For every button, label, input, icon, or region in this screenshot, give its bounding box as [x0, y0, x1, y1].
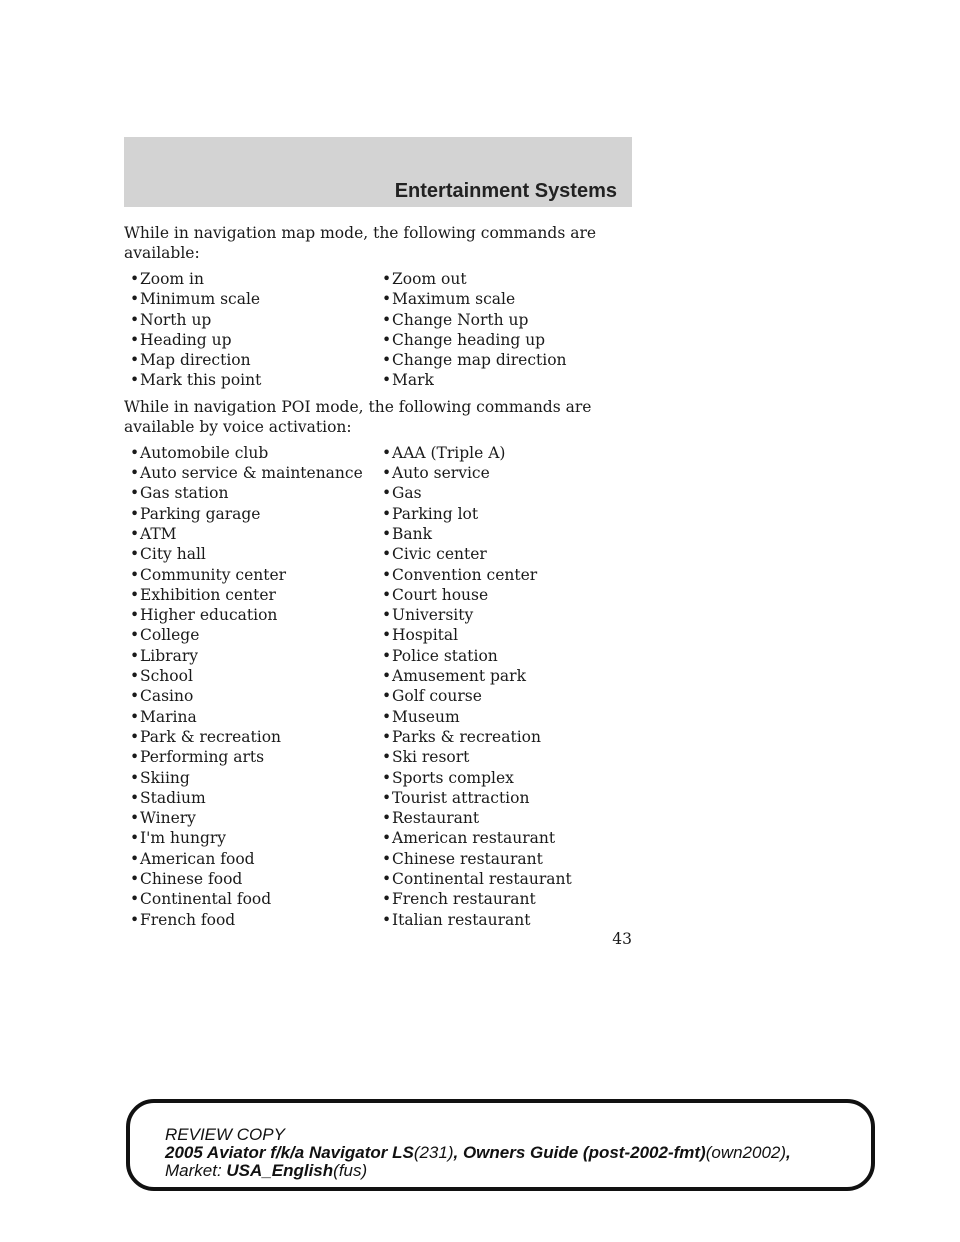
command-label: Mark — [392, 371, 434, 390]
command-label: Minimum scale — [140, 290, 261, 309]
command-item — [382, 808, 479, 828]
command-row — [124, 544, 644, 564]
bullet-icon: • — [130, 829, 140, 848]
command-item — [382, 788, 529, 808]
command-item — [382, 330, 545, 350]
bullet-icon: • — [382, 890, 392, 909]
map-mode-intro: While in navigation map mode, the following commands are available: — [124, 224, 597, 262]
command-row — [124, 269, 644, 289]
command-label: Winery — [140, 809, 196, 828]
command-row — [124, 808, 644, 828]
bullet-icon: • — [382, 270, 392, 288]
bullet-icon: • — [130, 748, 140, 767]
bullet-icon: • — [130, 606, 140, 625]
command-row — [124, 330, 644, 350]
command-item — [382, 686, 482, 706]
command-label: Parking garage — [140, 504, 261, 523]
bullet-icon: • — [382, 849, 392, 868]
command-item — [382, 747, 469, 767]
command-label: Continental food — [140, 890, 272, 909]
command-item — [382, 565, 537, 585]
command-item — [130, 727, 281, 747]
bullet-icon: • — [382, 310, 392, 329]
bullet-icon: • — [382, 371, 392, 390]
command-item — [382, 849, 543, 869]
command-row — [124, 310, 644, 330]
command-item — [130, 849, 255, 869]
command-label: Map direction — [140, 351, 251, 370]
command-row — [124, 443, 644, 463]
bullet-icon: • — [382, 484, 392, 503]
command-row — [124, 747, 644, 767]
command-row — [124, 646, 644, 666]
bullet-icon: • — [382, 504, 392, 523]
bullet-icon: • — [382, 788, 392, 807]
bullet-icon: • — [382, 443, 392, 462]
bullet-icon: • — [382, 687, 392, 706]
command-label: Hospital — [392, 626, 459, 645]
command-row — [124, 768, 644, 788]
bullet-icon: • — [382, 646, 392, 665]
footer-line-3: Market: USA_English(fus) — [165, 1161, 368, 1180]
command-row — [124, 625, 644, 645]
command-item — [382, 310, 528, 330]
bullet-icon: • — [382, 870, 392, 889]
command-item — [382, 768, 514, 788]
command-label: North up — [140, 310, 212, 329]
bullet-icon: • — [382, 727, 392, 746]
command-item — [382, 910, 531, 930]
bullet-icon: • — [130, 443, 140, 462]
command-label: Marina — [140, 707, 197, 726]
bullet-icon: • — [130, 565, 140, 584]
command-label: Maximum scale — [392, 290, 516, 309]
command-label: Auto service — [392, 464, 490, 483]
bullet-icon: • — [382, 464, 392, 483]
command-label: Chinese food — [140, 870, 243, 889]
command-item — [130, 808, 196, 828]
bullet-icon: • — [130, 484, 140, 503]
bullet-icon: • — [130, 464, 140, 483]
command-row — [124, 605, 644, 625]
command-label: Gas — [392, 484, 422, 503]
poi-command-list — [124, 443, 644, 930]
bullet-icon: • — [130, 646, 140, 665]
command-item — [130, 544, 206, 564]
page-number: 43 — [612, 930, 632, 948]
command-item — [130, 350, 251, 370]
command-item — [382, 504, 478, 524]
command-item — [382, 625, 458, 645]
command-item — [130, 869, 242, 889]
command-item — [382, 483, 422, 503]
map-command-list — [124, 269, 644, 391]
command-item — [130, 585, 276, 605]
command-item — [130, 646, 198, 666]
command-label: Bank — [392, 524, 433, 543]
command-label: Casino — [140, 687, 194, 706]
command-label: Mark this point — [140, 371, 262, 390]
bullet-icon: • — [130, 687, 140, 706]
command-label: Stadium — [140, 788, 206, 807]
command-row — [124, 686, 644, 706]
command-label: Automobile club — [140, 443, 269, 462]
command-label: Ski resort — [392, 748, 470, 767]
bullet-icon: • — [130, 788, 140, 807]
command-item — [382, 666, 526, 686]
command-item — [382, 350, 567, 370]
command-row — [124, 910, 644, 930]
command-row — [124, 707, 644, 727]
command-label: Parks & recreation — [392, 727, 541, 746]
command-row — [124, 350, 644, 370]
command-row — [124, 524, 644, 544]
bullet-icon: • — [382, 707, 392, 726]
command-label: Exhibition center — [140, 585, 276, 604]
command-label: Restaurant — [392, 809, 480, 828]
bullet-icon: • — [382, 606, 392, 625]
command-row — [124, 483, 644, 503]
bullet-icon: • — [382, 809, 392, 828]
bullet-icon: • — [130, 809, 140, 828]
bullet-icon: • — [130, 585, 140, 604]
command-label: ATM — [140, 524, 177, 543]
command-item — [130, 666, 193, 686]
command-row — [124, 869, 644, 889]
command-label: Auto service & maintenance — [140, 464, 363, 483]
command-row — [124, 289, 644, 309]
command-item — [130, 330, 232, 350]
command-row — [124, 565, 644, 585]
command-item — [130, 768, 190, 788]
bullet-icon: • — [382, 768, 392, 787]
command-label: Change North up — [392, 310, 529, 329]
command-item — [382, 463, 490, 483]
bullet-icon: • — [382, 290, 392, 309]
bullet-icon: • — [130, 667, 140, 686]
section-title: Entertainment Systems — [394, 180, 617, 202]
command-item — [382, 370, 434, 390]
command-item — [382, 524, 432, 544]
bullet-icon: • — [130, 524, 140, 543]
command-item — [130, 707, 197, 727]
command-label: Parking lot — [392, 504, 479, 523]
command-item — [130, 565, 286, 585]
command-label: Community center — [140, 565, 287, 584]
command-label: French food — [140, 910, 236, 929]
command-label: School — [140, 667, 193, 686]
command-label: I'm hungry — [140, 829, 227, 848]
command-label: Continental restaurant — [392, 870, 572, 889]
command-item — [382, 828, 555, 848]
command-item — [382, 707, 460, 727]
command-label: Change map direction — [392, 351, 567, 370]
command-item — [130, 310, 211, 330]
bullet-icon: • — [382, 748, 392, 767]
footer-line-1: REVIEW COPY — [165, 1125, 285, 1144]
command-label: AAA (Triple A) — [392, 443, 506, 462]
command-label: Italian restaurant — [392, 910, 531, 929]
bullet-icon: • — [382, 626, 392, 645]
command-label: Zoom out — [392, 270, 467, 288]
command-row — [124, 504, 644, 524]
command-label: Golf course — [392, 687, 482, 706]
command-item — [382, 646, 498, 666]
command-label: Library — [140, 646, 198, 665]
command-label: Sports complex — [392, 768, 514, 787]
bullet-icon: • — [130, 870, 140, 889]
command-label: American food — [140, 849, 255, 868]
bullet-icon: • — [130, 270, 140, 288]
command-item — [130, 788, 206, 808]
review-copy-footer-text — [165, 1126, 865, 1180]
command-item — [382, 289, 515, 309]
command-label: Convention center — [392, 565, 538, 584]
command-label: Tourist attraction — [392, 788, 530, 807]
bullet-icon: • — [130, 727, 140, 746]
command-label: Gas station — [140, 484, 229, 503]
command-item — [382, 889, 536, 909]
command-item — [130, 828, 226, 848]
command-label: Court house — [392, 585, 489, 604]
command-item — [130, 686, 193, 706]
bullet-icon: • — [130, 290, 140, 309]
command-label: Performing arts — [140, 748, 265, 767]
command-row — [124, 370, 644, 390]
command-item — [130, 483, 228, 503]
command-label: American restaurant — [392, 829, 556, 848]
bullet-icon: • — [382, 330, 392, 349]
command-label: Change heading up — [392, 330, 546, 349]
bullet-icon: • — [382, 829, 392, 848]
bullet-icon: • — [130, 545, 140, 564]
command-item — [382, 605, 473, 625]
command-label: University — [392, 606, 474, 625]
command-item — [382, 269, 467, 289]
command-row — [124, 788, 644, 808]
command-label: Zoom in — [140, 270, 204, 288]
command-item — [130, 524, 177, 544]
command-item — [130, 625, 199, 645]
command-label: City hall — [140, 545, 206, 564]
command-label: Museum — [392, 707, 460, 726]
bullet-icon: • — [130, 371, 140, 390]
command-label: Police station — [392, 646, 498, 665]
bullet-icon: • — [382, 585, 392, 604]
command-label: College — [140, 626, 200, 645]
bullet-icon: • — [130, 310, 140, 329]
command-item — [130, 269, 204, 289]
bullet-icon: • — [382, 524, 392, 543]
command-label: Park & recreation — [140, 727, 282, 746]
bullet-icon: • — [130, 626, 140, 645]
command-item — [382, 544, 487, 564]
bullet-icon: • — [382, 545, 392, 564]
command-row — [124, 828, 644, 848]
command-row — [124, 727, 644, 747]
command-label: French restaurant — [392, 890, 536, 909]
command-label: Heading up — [140, 330, 232, 349]
command-item — [382, 443, 505, 463]
command-label: Chinese restaurant — [392, 849, 543, 868]
bullet-icon: • — [130, 330, 140, 349]
command-item — [382, 869, 572, 889]
poi-mode-intro: While in navigation POI mode, the following commands are available by voice activation: — [124, 397, 592, 436]
command-item — [130, 504, 260, 524]
bullet-icon: • — [130, 768, 140, 787]
command-row — [124, 585, 644, 605]
command-label: Skiing — [140, 768, 190, 787]
bullet-icon: • — [130, 910, 140, 929]
command-row — [124, 849, 644, 869]
bullet-icon: • — [382, 565, 392, 584]
command-label: Amusement park — [392, 667, 526, 686]
bullet-icon: • — [382, 910, 392, 929]
bullet-icon: • — [130, 707, 140, 726]
command-row — [124, 463, 644, 483]
bullet-icon: • — [130, 890, 140, 909]
footer-line-2: 2005 Aviator f/k/a Navigator LS(231), Owners Guide (post-2002-fmt)(own2002), — [165, 1143, 791, 1162]
command-item — [130, 910, 235, 930]
bullet-icon: • — [382, 351, 392, 370]
command-item — [382, 585, 488, 605]
command-row — [124, 889, 644, 909]
command-label: Higher education — [140, 606, 278, 625]
command-item — [130, 605, 277, 625]
bullet-icon: • — [130, 504, 140, 523]
bullet-icon: • — [130, 849, 140, 868]
command-item — [382, 727, 541, 747]
bullet-icon: • — [382, 667, 392, 686]
command-row — [124, 666, 644, 686]
command-item — [130, 889, 271, 909]
page-content — [124, 223, 644, 936]
command-item — [130, 443, 268, 463]
bullet-icon: • — [130, 351, 140, 370]
command-item — [130, 747, 264, 767]
command-item — [130, 370, 261, 390]
command-item — [130, 289, 260, 309]
command-label: Civic center — [392, 545, 487, 564]
command-item — [130, 463, 363, 483]
